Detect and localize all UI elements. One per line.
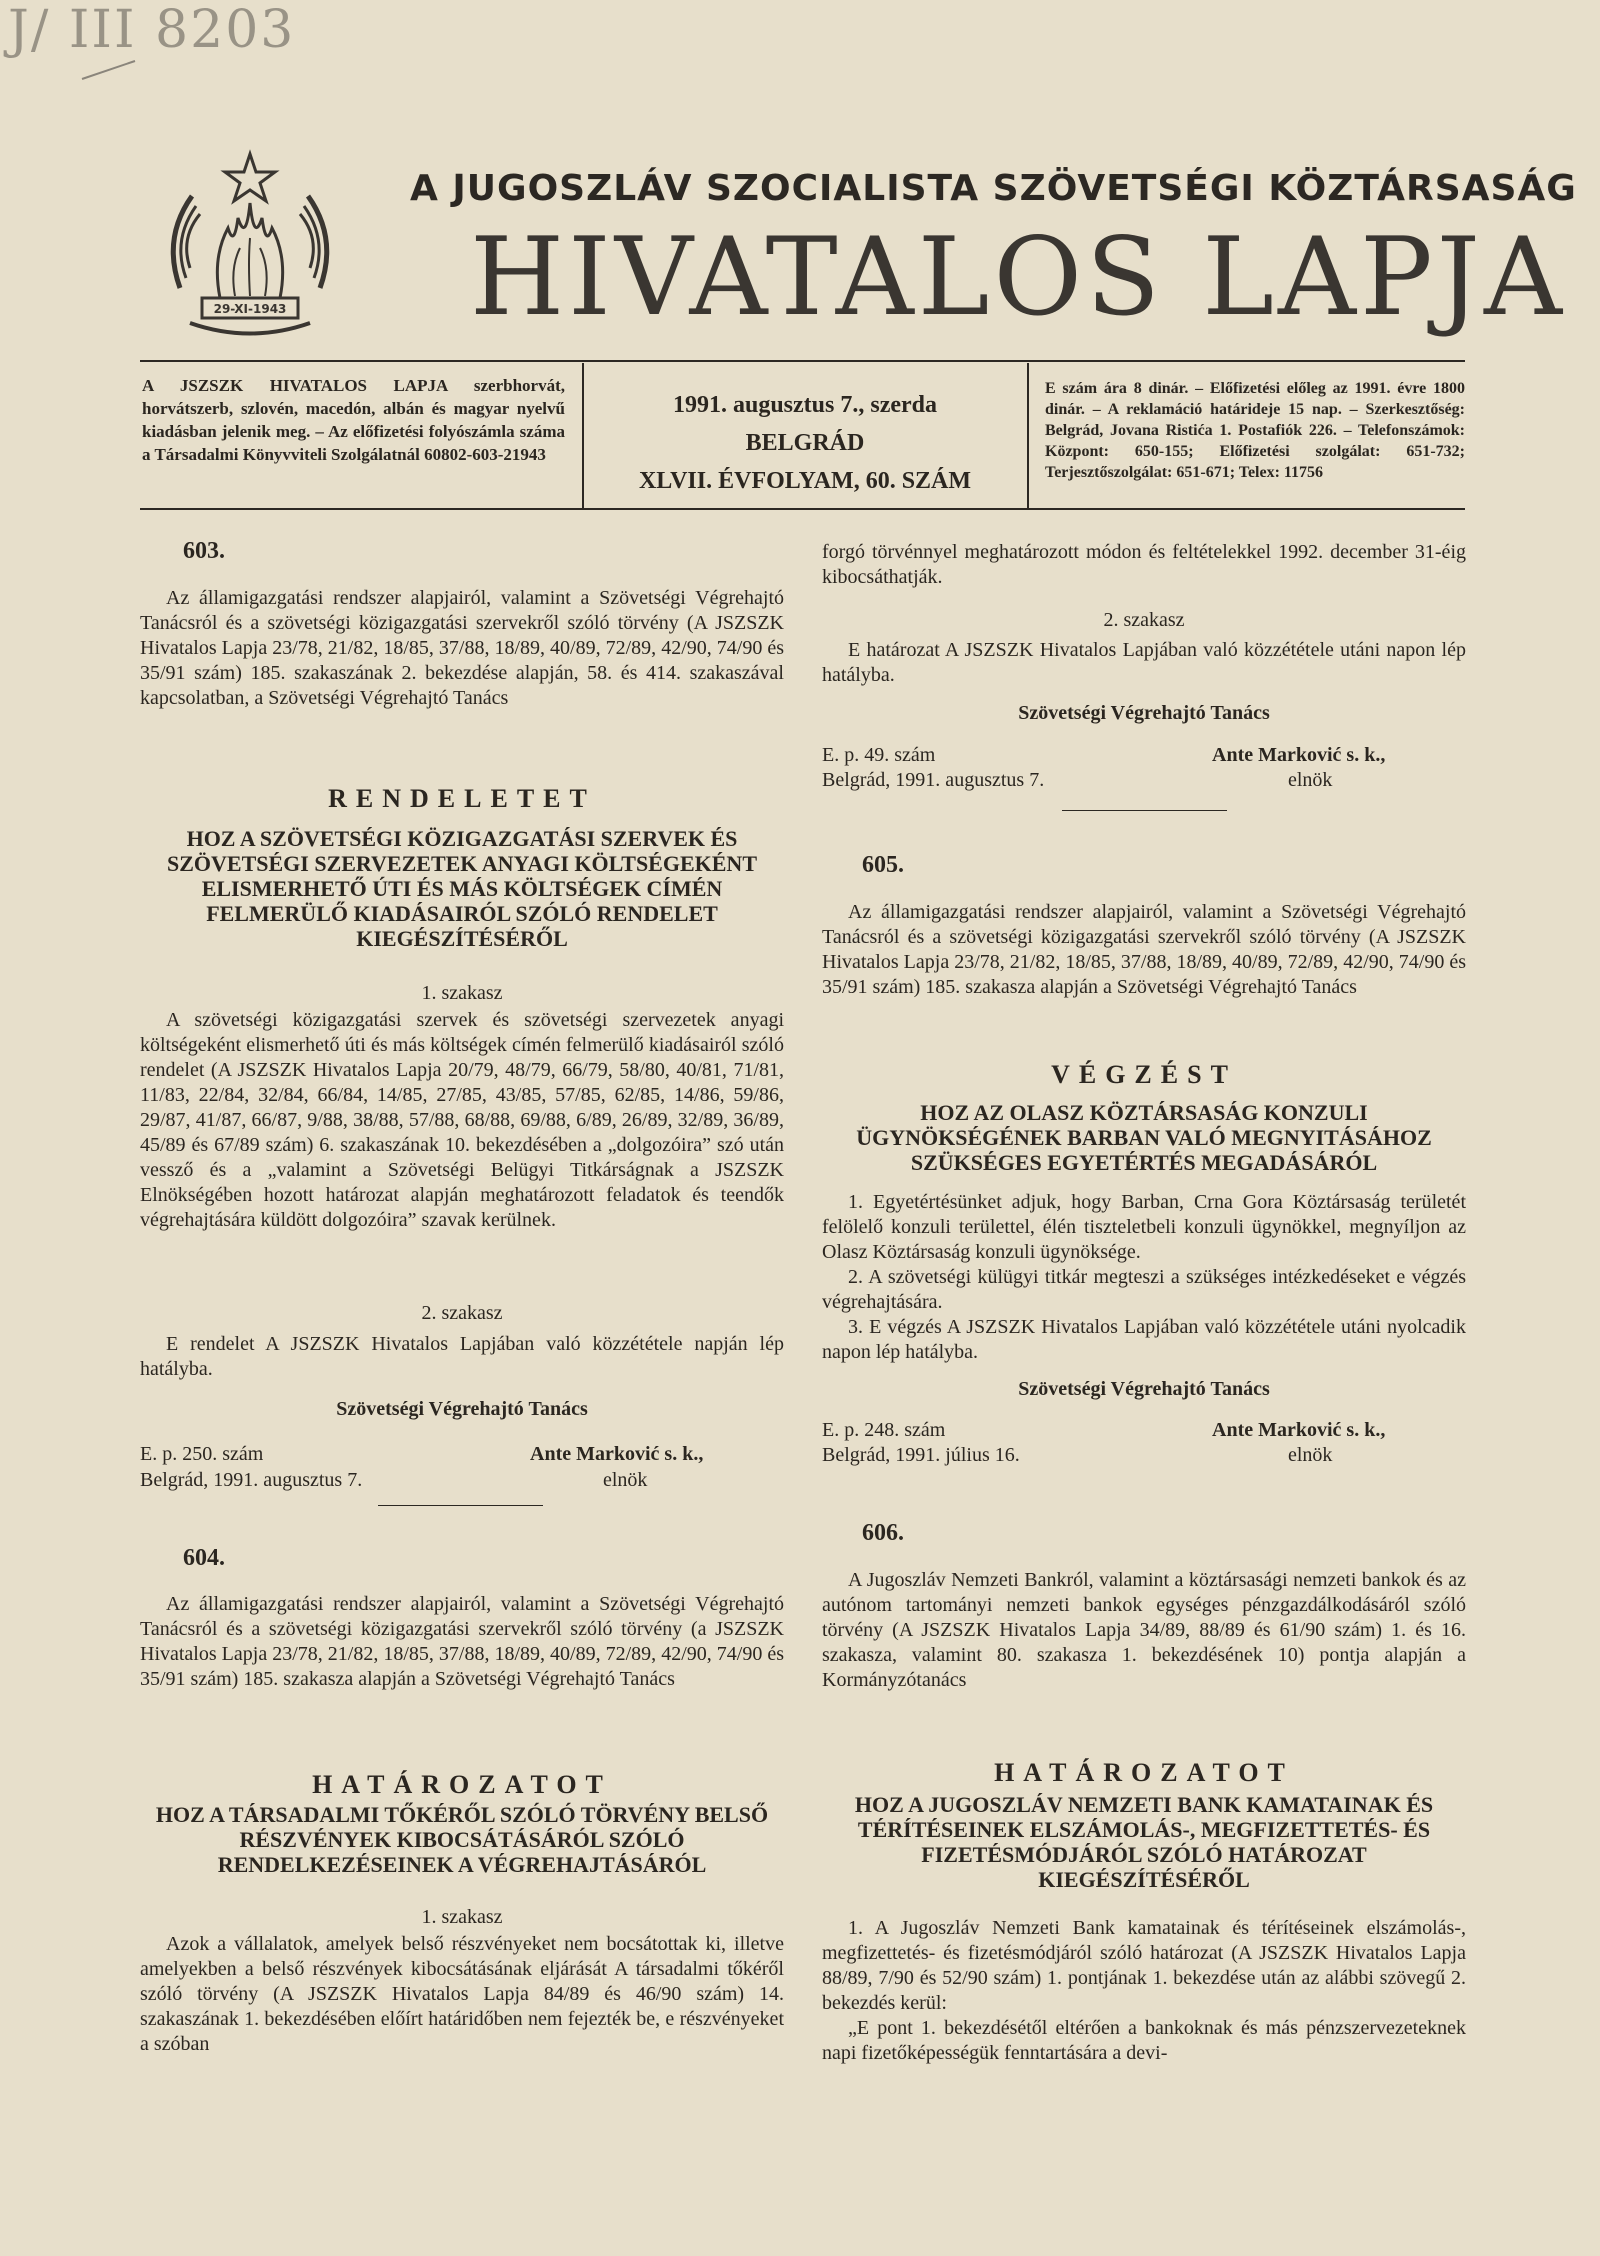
item-604-section-1-heading: 1. szakasz xyxy=(421,1906,503,1928)
separator-rule xyxy=(1062,810,1227,811)
item-605-point-1: 1. Egyetértésünket adjuk, hogy Barban, Crna Gora Köztársaság területét felölelő konzuli területtel, élén tiszteletbeli konzuli ügynökkel, megnyíljon az Olasz Köztársaság konzuli ügynöksége. xyxy=(822,1191,1466,1263)
item-604-authority: Szövetségi Végrehajtó Tanács xyxy=(1018,702,1270,724)
item-606-point-1-quote: „E pont 1. bekezdésétől eltérően a bankoknak és más pénzszervezeteknek napi fizetőképességük fenntartására a devi- xyxy=(822,2017,1466,2064)
item-605-point-2: 2. A szövetségi külügyi titkár megteszi a szükséges intézkedéseket e végzés végrehajtására. xyxy=(822,1266,1466,1313)
item-605-preamble: Az államigazgatási rendszer alapjairól, valamint a Szövetségi Végrehajtó Tanácsról és a szövetségi közigazgatási szervekről szóló törvény (A JSZSZK Hivatalos Lapja 23/78, 21/82, 18/85, 37/88, 18/89, 40/89, 72/89, 42/90, 74/90 és 35/91 szám) 185. szakasza alapján a Szövetségi Végrehajtó Tanács xyxy=(822,901,1466,998)
item-603-authority: Szövetségi Végrehajtó Tanács xyxy=(336,1398,588,1420)
item-604-place-date: Belgrád, 1991. augusztus 7. xyxy=(822,769,1045,791)
item-604-section-2-text: E határozat A JSZSZK Hivatalos Lapjában való közzététele utáni napon lép hatályba. xyxy=(822,639,1466,686)
item-605-signer: Ante Marković s. k., xyxy=(1212,1419,1386,1441)
item-604-act-type: HATÁROZATOT xyxy=(312,1770,612,1799)
item-604-reference: E. p. 49. szám xyxy=(822,744,936,766)
item-603-act-title: HOZ A SZÖVETSÉGI KÖZIGAZGATÁSI SZERVEK ÉS SZÖVETSÉGI SZERVEZETEK ANYAGI KÖLTSÉGEKÉNT ELISMERHETŐ ÚTI ÉS MÁS KÖLTSÉGEK CÍMÉN FELMERÜLŐ KIADÁSAIRÓL SZÓLÓ RENDELET KIEGÉSZÍTÉSÉRŐL xyxy=(167,826,757,951)
item-605-authority: Szövetségi Végrehajtó Tanács xyxy=(1018,1378,1270,1400)
header-divider-right xyxy=(1027,363,1029,510)
item-605-point-3: 3. E végzés A JSZSZK Hivatalos Lapjában való közzététele utáni nyolcadik napon lép hatályba. xyxy=(822,1316,1466,1363)
item-605-act-title: HOZ AZ OLASZ KÖZTÁRSASÁG KONZULI ÜGYNÖKSÉGÉNEK BARBAN VALÓ MEGNYITÁSÁHOZ SZÜKSÉGES EGYETÉRTÉS MEGADÁSÁRÓL xyxy=(856,1100,1432,1175)
item-number-606: 606. xyxy=(862,1520,904,1546)
item-604-signer: Ante Marković s. k., xyxy=(1212,744,1386,766)
header-bottom-rule xyxy=(140,508,1465,510)
item-604-signer-role: elnök xyxy=(1288,769,1333,791)
handwritten-archive-number: J/ III 8203 xyxy=(8,0,296,60)
header-divider-left xyxy=(582,363,584,510)
item-603-preamble: Az államigazgatási rendszer alapjairól, valamint a Szövetségi Végrehajtó Tanácsról és a szövetségi közigazgatási szervekről szóló törvény (A JSZSZK Hivatalos Lapja 23/78, 21/82, 18/85, 37/88, 18/89, 40/89, 72/89, 42/90, 74/90 és 35/91 szám) 185. szakaszának 2. bekezdése alapján, 58. és 414. szakaszával kapcsolatban, a Szövetségi Végrehajtó Tanács xyxy=(140,587,784,709)
item-605-signer-role: elnök xyxy=(1288,1444,1333,1466)
item-604-preamble: Az államigazgatási rendszer alapjairól, valamint a Szövetségi Végrehajtó Tanácsról és a szövetségi közigazgatási szervekről szóló törvény (a JSZSZK Hivatalos Lapja 23/78, 21/82, 18/85, 37/88, 18/89, 40/89, 72/89, 42/90, 74/90 és 35/91 szám) 185. szakasza alapján a Szövetségi Végrehajtó Tanács xyxy=(140,1593,784,1690)
header-issue-block xyxy=(600,386,1010,500)
gazette-title: HIVATALOS LAPJA xyxy=(470,215,1566,340)
item-603-section-1-text: A szövetségi közigazgatási szervek és szövetségi szervezetek anyagi költségeként elismerhető úti és más költségek címén felmerülő kiadásairól szóló rendelet (A JSZSZK Hivatalos Lapja 20/79, 48/79, 66/79, 58/80, 40/81, 71/81, 11/83, 22/84, 32/84, 66/84, 14/85, 27/85, 43/85, 57/85, 62/85, 14/86, 59/86, 29/87, 41/87, 66/87, 9/88, 38/88, 57/88, 68/88, 69/88, 6/89, 26/89, 32/89, 36/89, 45/89 és 67/89 szám) 6. szakaszának 10. bekezdésében a „dolgozóira” szó után vessző és a „valamint a Szövetségi Belügyi Titkárságnak a JSZSZK Elnökségében hozott határozat alapján meghatározott feladatok és teendők végrehajtására küldött dolgozóira” szavak kerülnek. xyxy=(140,1009,784,1231)
header-edition-info: A JSZSZK HIVATALOS LAPJA szerbhorvát, horvátszerb, szlovén, macedón, albán és magyar nyelvű kiadásban jelenik meg. – Az előfizetési folyószámla száma a Társadalmi Könyvviteli Szolgálatnál 60802-603-21943 xyxy=(142,376,565,464)
item-606-preamble: A Jugoszláv Nemzeti Bankról, valamint a köztársasági nemzeti bankok és az autónom tartományi nemzeti bankok egységes pénzgazdálkodásáról szóló törvény (A JSZSZK Hivatalos Lapja 34/89, 88/89 és 61/90 szám) 1. és 16. szakasza, valamint 80. szakasza 1. bekezdésének 10) pontja alapján a Kormányzótanács xyxy=(822,1569,1466,1691)
item-603-reference: E. p. 250. szám xyxy=(140,1443,264,1465)
item-number-604: 604. xyxy=(183,1545,225,1571)
item-604-section-2-heading: 2. szakasz xyxy=(1103,609,1185,631)
item-605-act-type: VÉGZÉST xyxy=(1051,1060,1237,1089)
item-603-signer: Ante Marković s. k., xyxy=(530,1443,704,1465)
item-603-section-2-text: E rendelet A JSZSZK Hivatalos Lapjában való közzététele napján lép hatályba. xyxy=(140,1333,784,1380)
item-605-reference: E. p. 248. szám xyxy=(822,1419,946,1441)
item-606-point-1: 1. A Jugoszláv Nemzeti Bank kamatainak és térítéseinek elszámolás-, megfizettetés- és fizetésmódjáról szóló határozat (A JSZSZK Hivatalos Lapja 88/89, 7/90 és 52/90 szám) 1. pontjának 1. bekezdése után az alábbi szövegű 2. bekezdés kerül: xyxy=(822,1917,1466,2014)
item-606-act-title: HOZ A JUGOSZLÁV NEMZETI BANK KAMATAINAK ÉS TÉRÍTÉSEINEK ELSZÁMOLÁS-, MEGFIZETTETÉS- ÉS FIZETÉSMÓDJÁRÓL SZÓLÓ HATÁROZAT KIEGÉSZÍTÉSÉRŐL xyxy=(854,1792,1434,1892)
emblem-date-ribbon: 29-XI-1943 xyxy=(213,302,287,316)
header-top-rule xyxy=(140,360,1465,362)
item-number-603: 603. xyxy=(183,538,225,564)
item-number-605: 605. xyxy=(862,852,904,878)
item-603-act-type: RENDELETET xyxy=(328,784,596,813)
item-606-act-type: HATÁROZATOT xyxy=(994,1758,1294,1787)
issue-city: BELGRÁD xyxy=(745,430,865,456)
state-emblem-icon xyxy=(150,148,350,348)
item-604-section-1-continued: forgó törvénnyel meghatározott módon és feltételekkel 1992. december 31-éig kibocsáthatják. xyxy=(822,541,1466,588)
item-603-place-date: Belgrád, 1991. augusztus 7. xyxy=(140,1469,363,1491)
item-604-act-title: HOZ A TÁRSADALMI TŐKÉRŐL SZÓLÓ TÖRVÉNY BELSŐ RÉSZVÉNYEK KIBOCSÁTÁSÁRÓL SZÓLÓ RENDELKEZÉSEINEK A VÉGREHAJTÁSÁRÓL xyxy=(155,1802,769,1877)
issue-date: 1991. augusztus 7., szerda xyxy=(672,392,937,418)
item-605-place-date: Belgrád, 1991. július 16. xyxy=(822,1444,1020,1466)
item-603-section-1-heading: 1. szakasz xyxy=(421,982,503,1004)
item-604-section-1-text: Azok a vállalatok, amelyek belső részvényeket nem bocsátottak ki, illetve amelyekben a belső részvények kibocsátásának eljárását A társadalmi tőkéről szóló törvény (A JSZSZK Hivatalos Lapja 84/89 és 46/90 szám) 14. szakaszának 1. bekezdésében előírt határidőben nem fejezték be, e részvényeket a szóban xyxy=(140,1933,784,2055)
header-price-contacts: E szám ára 8 dinár. – Előfizetési előleg az 1991. évre 1800 dinár. – A reklamáció határideje 15 nap. – Szerkesztőség: Belgrád, Jovana Ristića 1. Postafiók 226. – Telefonszámok: Központ: 650-155; Előfizetési szolgálat: 651-732; Terjesztőszolgálat: 651-671; Telex: 11756 xyxy=(1045,380,1465,481)
pen-stroke-mark xyxy=(80,55,140,85)
issue-volume: XLVII. ÉVFOLYAM, 60. SZÁM xyxy=(638,468,972,494)
republic-name: A JUGOSZLÁV SZOCIALISTA SZÖVETSÉGI KÖZTÁRSASÁG xyxy=(410,168,1577,209)
separator-rule xyxy=(378,1505,543,1506)
item-603-section-2-heading: 2. szakasz xyxy=(421,1302,503,1324)
item-603-signer-role: elnök xyxy=(603,1469,648,1491)
